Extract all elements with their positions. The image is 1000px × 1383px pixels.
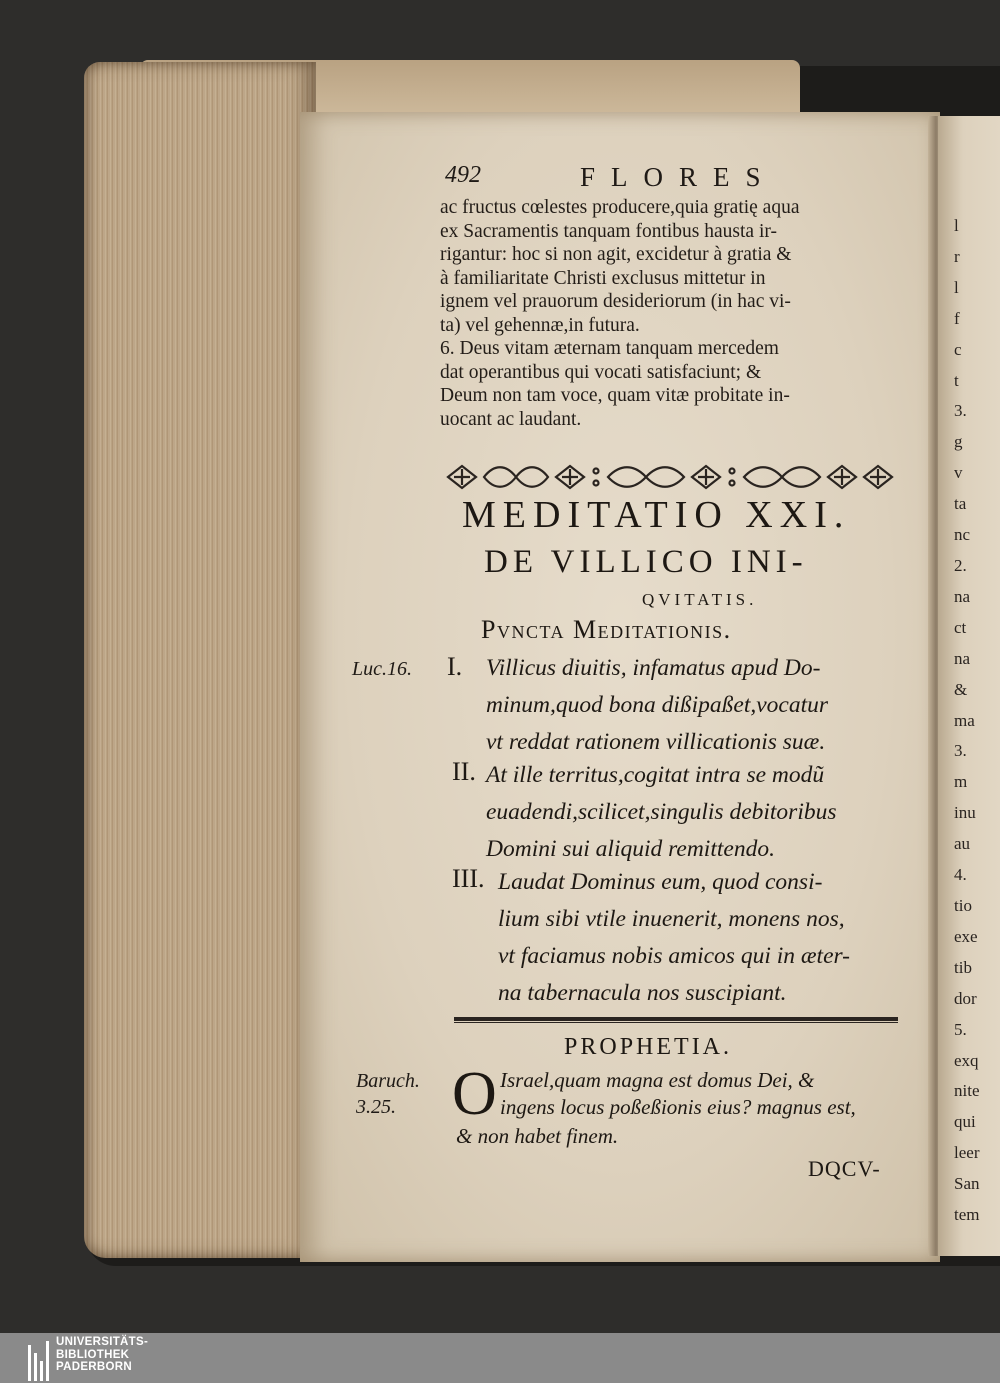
point-line: vt faciamus nobis amicos qui in æter-	[498, 943, 851, 969]
prophecy-line: & non habet finem.	[456, 1124, 619, 1148]
margin-reference: 3.25.	[356, 1096, 396, 1118]
facing-page-fragment: f	[954, 308, 960, 328]
book-page-edges	[84, 62, 316, 1258]
point-line: minum,quod bona dißipaßet,vocatur	[486, 692, 829, 718]
facing-page-fragment: 2.	[954, 556, 967, 575]
library-name-line: UNIVERSITÄTS-	[56, 1336, 149, 1348]
point-line: na tabernacula nos suscipiant.	[498, 980, 787, 1006]
library-name-line: PADERBORN	[56, 1361, 132, 1373]
drop-initial: O	[452, 1060, 497, 1128]
prophecy-line: ingens locus poßeßionis eius? magnus est,	[500, 1095, 856, 1119]
facing-page-fragment: nite	[954, 1081, 980, 1101]
page-header	[445, 160, 895, 196]
puncta-heading: Pvncta Meditationis.	[481, 615, 732, 644]
point-line: At ille territus,cogitat intra se modũ	[486, 762, 825, 788]
footer-band	[0, 1333, 1000, 1383]
point-line: euadendi,scilicet,singulis debitoribus	[486, 799, 837, 825]
library-name-line: BIBLIOTHEK	[56, 1348, 130, 1361]
point-line: lium sibi vtile inuenerit, monens nos,	[498, 906, 845, 932]
facing-page-fragment: na	[954, 648, 971, 668]
prophecy-heading: PROPHETIA.	[564, 1034, 733, 1060]
library-name	[56, 1336, 148, 1374]
facing-page-fragment: 3.	[954, 401, 967, 421]
point-numeral: II.	[452, 757, 476, 786]
meditation-subtitle-continued: QVITATIS.	[642, 590, 758, 609]
meditation-subtitle: DE VILLICO INI-	[484, 544, 808, 580]
body-line: à familiaritate Christi exclusus mittetur in	[440, 267, 766, 289]
margin-reference: Baruch.	[356, 1070, 420, 1092]
body-line: uocant ac laudant.	[440, 408, 582, 430]
facing-page-fragment: g	[954, 432, 963, 452]
facing-page-fragment: ct	[954, 617, 967, 637]
margin-reference: Luc.16.	[352, 658, 412, 680]
facing-page-fragment: t	[954, 370, 959, 390]
facing-page-fragment: tib	[954, 957, 972, 977]
facing-page-fragment: v	[954, 463, 963, 483]
prophecy-line: Israel,quam magna est domus Dei, &	[500, 1068, 815, 1092]
facing-page-fragment: San	[954, 1174, 980, 1194]
ornamental-border	[444, 460, 900, 494]
facing-page-fragment: leer	[954, 1143, 980, 1163]
facing-page-fragment: 4.	[954, 865, 967, 885]
facing-page-fragment: na	[954, 586, 971, 606]
section-rule-thin	[454, 1022, 898, 1023]
meditation-title: MEDITATIO XXI.	[462, 494, 851, 536]
body-line: dat operantibus qui vocati satisfaciunt; &	[440, 361, 762, 383]
facing-page-fragment: nc	[954, 525, 971, 545]
point-numeral: III.	[452, 864, 485, 893]
facing-page-fragment: au	[954, 834, 971, 854]
facing-page-fragment: dor	[954, 988, 977, 1008]
catchword: DQCV-	[808, 1156, 881, 1181]
point-text	[486, 650, 828, 761]
body-line: 6. Deus vitam æternam tanquam mercedem	[440, 338, 779, 359]
point-text	[486, 757, 837, 868]
facing-page-fragment: qui	[954, 1112, 976, 1132]
body-line: ac fructus cœlestes producere,quia gratię aqua	[440, 197, 800, 218]
facing-page-fragment: exe	[954, 926, 978, 946]
facing-page-fragment: 3.	[954, 741, 967, 761]
facing-page-fragment: 5.	[954, 1019, 967, 1039]
facing-page	[938, 116, 1000, 1256]
library-logo-icon	[28, 1335, 52, 1381]
body-line: ignem vel prauorum desideriorum (in hac vi-	[440, 291, 791, 312]
body-line: rigantur: hoc si non agit, excidetur à gratia &	[440, 244, 792, 265]
body-line: ta) vel gehennæ,in futura.	[440, 314, 640, 336]
point-line: Domini sui aliquid remittendo.	[486, 836, 775, 862]
point-line: Laudat Dominus eum, quod consi-	[498, 869, 823, 895]
page-number: 492	[445, 162, 481, 188]
section-rule	[454, 1017, 898, 1021]
point-line: vt reddat rationem villicationis suæ.	[486, 729, 826, 755]
body-line: Deum non tam voce, quam vitæ probitate in-	[440, 385, 790, 406]
facing-page-fragment: ta	[954, 494, 967, 514]
point-numeral: I.	[447, 652, 463, 681]
facing-page-fragment: c	[954, 339, 962, 359]
facing-page-fragment: l	[954, 277, 959, 297]
point-text	[498, 864, 850, 1012]
facing-page-fragment: tio	[954, 896, 972, 915]
facing-page-fragment: tem	[954, 1205, 980, 1225]
facing-page-fragment: r	[954, 246, 960, 266]
facing-page-fragment: exq	[954, 1050, 979, 1070]
point-line: Villicus diuitis, infamatus apud Do-	[486, 655, 821, 681]
facing-page-fragment: &	[954, 679, 968, 699]
prophecy-text	[500, 1067, 856, 1121]
facing-page-fragment: ma	[954, 710, 975, 730]
facing-page-fragment: m	[954, 772, 968, 792]
facing-page-fragment: l	[954, 216, 959, 235]
facing-page-fragment: inu	[954, 803, 976, 823]
running-head: FLORES	[580, 162, 777, 192]
body-text	[440, 196, 910, 431]
body-line: ex Sacramentis tanquam fontibus hausta ir-	[440, 220, 777, 242]
